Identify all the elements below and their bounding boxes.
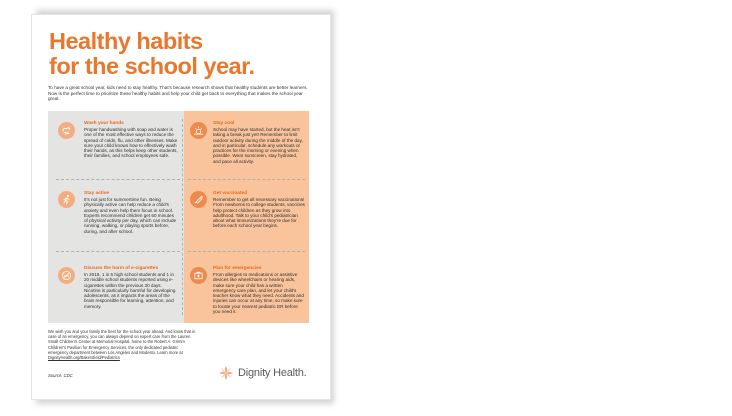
tip-body: From allergies to medications or assistive devices like wheelchairs or hearing aids, make sure your child has a written emergency care plan, and let your child's teacher know what they need. Accidents and injuries can occur at any time, so make sure to locate your nearest pediatric ER before you need it. [213,272,304,315]
hand-wash-icon [58,122,75,139]
title-line-1: Healthy habits [49,28,203,54]
tip-title: Stay active [84,191,110,196]
dignity-health-logo [217,363,307,383]
intro-paragraph: To have a great school year, kids need to stay healthy. That's because research shows that healthy students are better learners. Now is the perfect time to prioritize these healthy habits and help your child get back to everything that makes the school year great. [48,85,308,102]
outro-text: We wish you and your family the best for the school year ahead. And know that in case of an emergency, you can always depend on expert care from the Lauren Small Children's Center at Memorial Hospital, home to the Robert A. Grimm Children's Pavilion for Emergency Services, the only dedicated pediatric emergency department between Los Angeles and Modesto. Learn more at [48,329,196,355]
tip-title: Wash your hands [84,121,124,126]
tip-body: School may have started, but the heat isn't taking a break just yet! Remember to limit outdoor activity during the middle of the day, and in particular, schedule any workouts or practices for the morning or evening when possible. Wear sunscreen, stay hydrated, and pace all activity. [213,127,303,164]
tip-body: It's not just for summertime fun. Being physically active can help reduce a child's anxiety and even help them focus in school. Experts recommend children get 60 minutes of physical activity per day, which can include running, walking, or playing sports before, during, and after school. [84,197,177,234]
title-line-2: for the school year. [49,53,255,79]
sun-icon [190,122,207,139]
tip-body: In 2018, 1 in 5 high school students and 1 in 20 middle school students reported using e-cigarettes within the previous 30 days. Nicotine is particularly harmful for developing adolescents, as it impacts the areas of the brain responsible for learning, attention, and memory. [84,272,176,309]
outro-paragraph [48,329,198,360]
tip-title: Get vaccinated [213,191,248,196]
divider [188,179,305,180]
tips-panel [48,111,309,323]
no-vaping-icon [58,267,75,284]
tip-title: Discuss the harm of e-cigarettes [84,266,159,271]
tip-body: Remember to get all necessary vaccinations! From newborns to college students, vaccines help protect children as they grow into adulthood. Talk to your child's pediatrician about what immunizations they're due for before each school year begins. [213,197,305,229]
divider [188,251,305,252]
tip-title: Plan for emergencies [213,266,262,271]
pediatrics-link[interactable]: DignityHealth.org/Bakersfield/Pediatrics [48,355,120,361]
syringe-icon [190,191,207,208]
first-aid-icon [190,267,207,284]
column-divider [182,119,183,315]
dignity-health-logo-icon [217,364,235,382]
tip-body: Proper handwashing with soap and water is one of the most effective ways to reduce the spread of colds, flu, and other illnesses. Make sure your child knows how to effectively wash their hands, as this helps keep other students, their families, and school employees safe. [84,127,178,159]
source-note: Source: CDC [48,373,73,378]
running-icon [58,191,75,208]
logo-text: Dignity Health. [238,367,307,379]
flyer-page [31,14,331,400]
divider [56,179,180,180]
divider [56,251,180,252]
tip-title: Stay cool [213,121,235,126]
page-title [49,29,319,79]
